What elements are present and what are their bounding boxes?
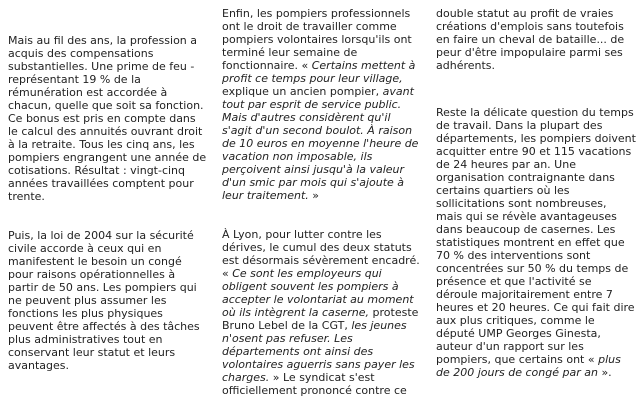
article-column-1	[8, 0, 208, 372]
paragraph	[222, 7, 422, 202]
quote-run: plus de 200 jours de congé par an	[436, 353, 621, 379]
quote-run: avant tout par esprit de service public. Mais d'autres considèrent qu'il s'agit d'un second boulot. À raison de 10 euros en moyenne l'heure de vacation non imposable, ils perçoivent ainsi jusqu'à la valeur d'un smic par mois qui s'ajoute à leur traitement.	[222, 85, 419, 202]
paragraph	[8, 34, 208, 203]
text-run: proteste Bruno Lebel de la CGT,	[222, 306, 419, 332]
text-run: ».	[597, 366, 612, 379]
text-run: Reste la délicate question du temps de travail. Dans la plupart des départements, les pompiers doivent acquitter entre 90 et 115 vacations de 24 heures par an. Une organisation contraignante dans certains quartiers où les sollicitations sont nombreuses, mais qui se révèle avantageuses dans beaucoup de casernes. Les statistiques montrent en effet que 70 % des interventions sont concentrées sur 50 % du temps de présence et que l'activité se déroule majoritairement entre 7 heures et 20 heures. Ce qui fait dire aux plus critiques, comme le député UMP Georges Ginesta, auteur d'un rapport sur les pompiers, que certains ont «	[436, 106, 636, 366]
text-run: explique un ancien pompier,	[222, 85, 383, 98]
paragraph	[8, 229, 208, 372]
quote-run: Ce sont les employeurs qui obligent souvent les pompiers à accepter le volontariat au moment où ils intègrent la caserne,	[222, 267, 414, 319]
text-run: »	[308, 189, 320, 202]
quote-run: Certains mettent à profit ce temps pour leur village,	[222, 59, 416, 85]
paragraph	[436, 7, 636, 72]
article-column-3	[436, 0, 636, 379]
paragraph	[222, 228, 422, 397]
article-column-2	[222, 0, 422, 397]
text-run: » Le syndicat s'est officiellement prononcé contre ce	[222, 371, 407, 397]
text-run: À Lyon, pour lutter contre les dérives, le cumul des deux statuts est désormais sévèrement encadré. «	[222, 228, 420, 280]
text-run: Enfin, les pompiers professionnels ont le droit de travailler comme pompiers volontaires lorsqu'ils ont terminé leur semaine de fonctionnaire. «	[222, 7, 412, 72]
text-run: Mais au fil des ans, la profession a acquis des compensations substantielles. Une prime de feu - représentant 19 % de la rémunération est accordée à chacun, quelle que soit sa fonction. Ce bonus est pris en compte dans le calcul des annuités ouvrant droit à la retraite. Tous les cinq ans, les pompiers engrangent une année de cotisations. Résultat : vingt-cinq années travaillées comptent pour trente.	[8, 34, 207, 203]
text-run: double statut au profit de vraies créations d'emplois sans toutefois en faire un cheval de bataille... de peur d'être impopulaire parmi ses adhérents.	[436, 7, 625, 72]
quote-run: les jeunes n'osent pas refuser. Les départements ont ainsi des volontaires aguerris sans payer les charges.	[222, 319, 415, 384]
text-run: Puis, la loi de 2004 sur la sécurité civile accorde à ceux qui en manifestent le besoin un congé pour raisons opérationnelles à partir de 50 ans. Les pompiers qui ne peuvent plus assumer les fonctions les plus physiques peuvent être affectés à des tâches plus administratives tout en conservant leur statut et leurs avantages.	[8, 229, 200, 372]
paragraph	[436, 106, 636, 379]
